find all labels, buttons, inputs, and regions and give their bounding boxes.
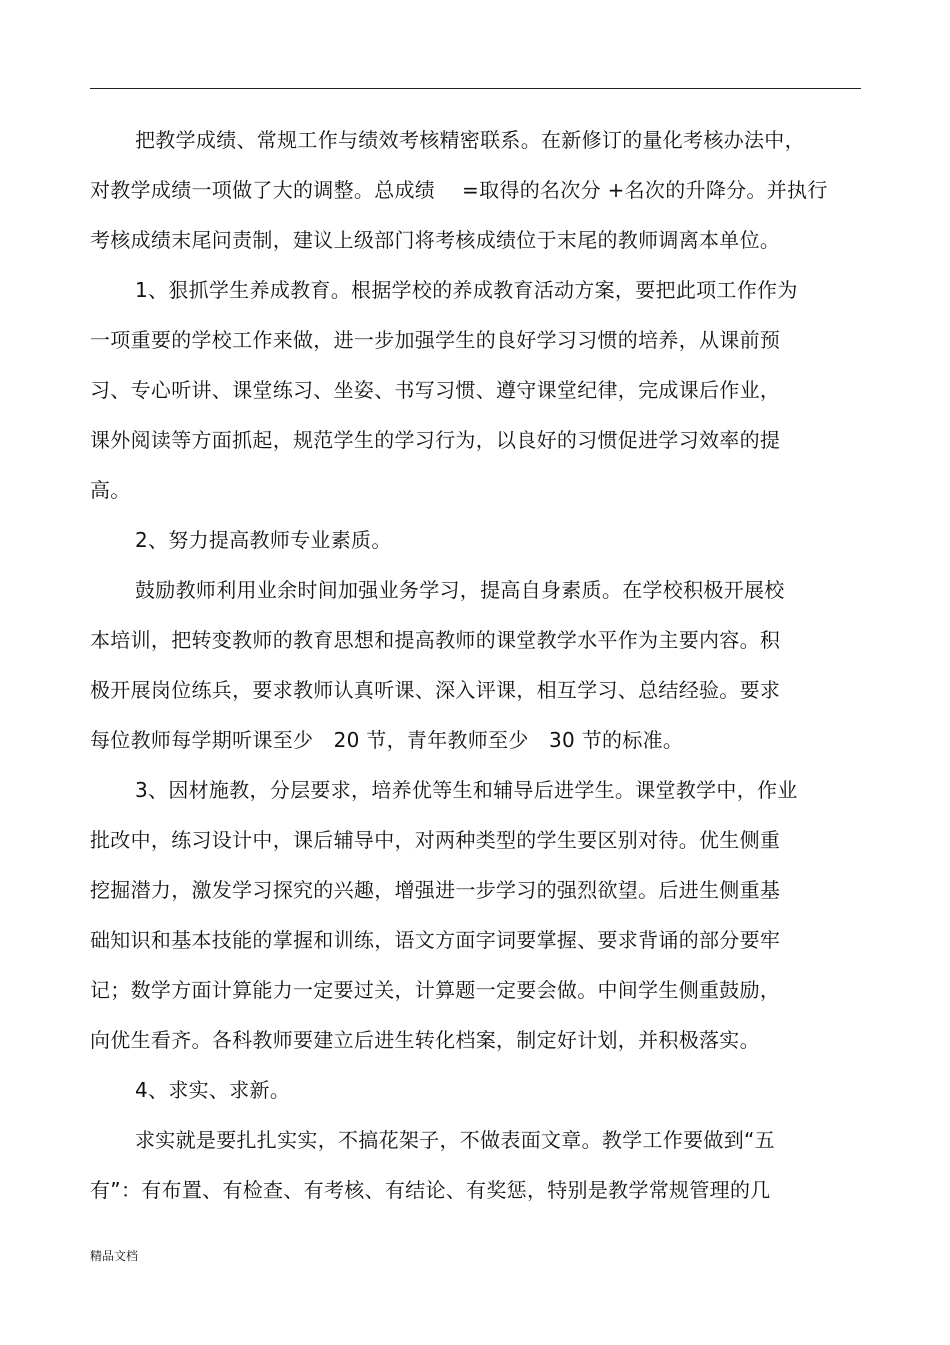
text-line: 有”：有布置、有检查、有考核、有结论、有奖惩，特别是教学常规管理的几 (90, 1178, 771, 1202)
text-line: 记；数学方面计算能力一定要过关，计算题一定要会做。中间学生侧重鼓励， (90, 978, 781, 1002)
text-line: 批改中，练习设计中，课后辅导中，对两种类型的学生要区别对待。优生侧重 (90, 828, 781, 852)
text-line: 极开展岗位练兵，要求教师认真听课、深入评课，相互学习、总结经验。要求 (90, 678, 781, 702)
text-line: 每位教师每学期听课至少 20 节，青年教师至少 30 节的标准。 (90, 728, 684, 752)
footer-label: 精品文档 (90, 1249, 139, 1263)
text-line: 本培训，把转变教师的教育思想和提高教师的课堂教学水平作为主要内容。积 (90, 628, 781, 652)
text-line: 高。 (90, 478, 131, 502)
header-rule (90, 88, 861, 89)
text-line: 习、专心听讲、课堂练习、坐姿、书写习惯、遵守课堂纪律，完成课后作业， (90, 378, 781, 402)
section-heading-4: 4、求实、求新。 (135, 1078, 291, 1102)
text-line: 挖掘潜力，激发学习探究的兴趣，增强进一步学习的强烈欲望。后进生侧重基 (90, 878, 781, 902)
text-line: 课外阅读等方面抓起，规范学生的学习行为，以良好的习惯促进学习效率的提 (90, 428, 781, 452)
text-line: 鼓励教师利用业余时间加强业务学习，提高自身素质。在学校积极开展校 (135, 578, 785, 602)
section-heading-1: 1、狠抓学生养成教育。根据学校的养成教育活动方案，要把此项工作作为 (135, 278, 798, 302)
text-line: 向优生看齐。各科教师要建立后进生转化档案，制定好计划，并积极落实。 (90, 1028, 760, 1052)
text-line: 考核成绩末尾问责制，建议上级部门将考核成绩位于末尾的教师调离本单位。 (90, 228, 781, 252)
text-line: 础知识和基本技能的掌握和训练，语文方面字词要掌握、要求背诵的部分要牢 (90, 928, 781, 952)
section-heading-3: 3、因材施教，分层要求，培养优等生和辅导后进学生。课堂教学中，作业 (135, 778, 798, 802)
text-line: 把教学成绩、常规工作与绩效考核精密联系。在新修订的量化考核办法中， (135, 128, 805, 152)
section-heading-2: 2、努力提高教师专业素质。 (135, 528, 392, 552)
text-line: 对教学成绩一项做了大的调整。总成绩 =取得的名次分 +名次的升降分。并执行 (90, 178, 828, 202)
text-line: 求实就是要扎扎实实，不搞花架子，不做表面文章。教学工作要做到“五 (135, 1128, 775, 1152)
text-line: 一项重要的学校工作来做，进一步加强学生的良好学习习惯的培养，从课前预 (90, 328, 781, 352)
